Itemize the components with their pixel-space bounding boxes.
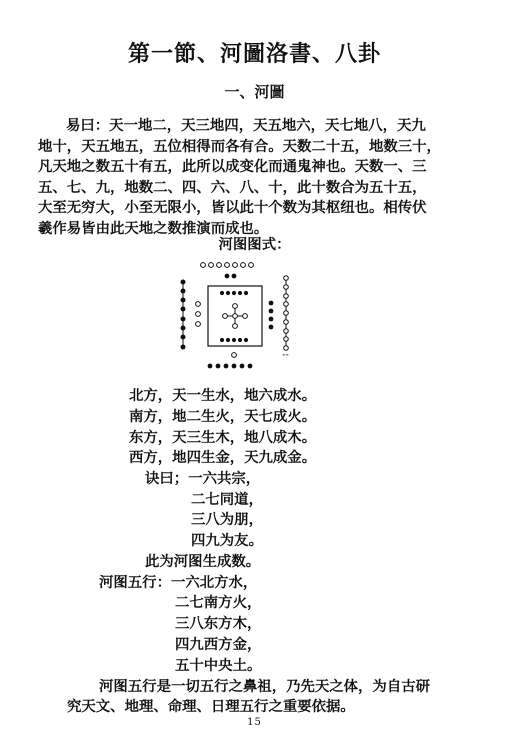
summary-line: 此为河图生成数。 bbox=[145, 553, 261, 570]
wuxing-line: 四九西方金， bbox=[175, 636, 262, 653]
intro-paragraph bbox=[38, 116, 468, 239]
center-bottom-dots bbox=[220, 338, 248, 342]
page-title: 第一節、河圖洛書、八卦 bbox=[127, 42, 381, 67]
paragraph-line: 大至无穷大，小至无限小，皆以此十个数为其枢纽也。相传伏 bbox=[38, 199, 427, 216]
diagram-caption: 河图图式： bbox=[218, 236, 291, 253]
paragraph-line: 凡天地之数五十有五，此所以成变化而通鬼神也。天数一、三 bbox=[38, 158, 427, 175]
wuxing-line: 三八东方木， bbox=[175, 615, 262, 632]
direction-line: 北方，天一生水，地六成水。 bbox=[129, 387, 317, 404]
wuxing-line: 五十中央土。 bbox=[175, 657, 262, 674]
center-top-dots bbox=[220, 291, 248, 295]
paragraph-line: 地十，天五地五，五位相得而各有合。天数二十五，地数三十， bbox=[38, 137, 441, 155]
top-solid-dots bbox=[225, 274, 237, 279]
diagram-mark: ∞∞ bbox=[282, 352, 289, 357]
left-inner-dots bbox=[196, 302, 201, 327]
direction-line: 东方，天三生木，地八成木。 bbox=[129, 429, 317, 446]
wuxing-line: 二七南方火， bbox=[175, 594, 262, 611]
page-number: 15 bbox=[247, 717, 262, 728]
section-heading: 一、河圖 bbox=[224, 83, 285, 101]
top-hollow-dots bbox=[201, 263, 254, 268]
bottom-hollow-dot bbox=[232, 353, 237, 358]
wuxing-line: 一六北方水， bbox=[170, 574, 258, 591]
paragraph-line: 五、七、九，地数二、四、六、八、十，此十数合为五十五， bbox=[38, 178, 427, 196]
jue-line: 二七同道， bbox=[191, 491, 263, 508]
hetu-diagram bbox=[170, 256, 330, 376]
closing-line: 河图五行是一切五行之鼻祖，乃先天之体，为自古研 bbox=[99, 678, 430, 695]
jue-label: 诀曰；一六共宗， bbox=[145, 470, 261, 487]
left-outer-dots bbox=[181, 280, 186, 350]
center-cross-dots bbox=[223, 304, 248, 329]
right-outer-dots bbox=[284, 276, 289, 351]
paragraph-line: 易曰：天一地二，天三地四，天五地六，天七地八，天九 bbox=[66, 117, 426, 134]
jue-line: 一六共宗， bbox=[188, 470, 261, 487]
direction-line: 西方，地四生金，天九成金。 bbox=[129, 449, 317, 466]
bottom-solid-dots bbox=[208, 364, 253, 369]
jue-line: 三八为朋， bbox=[191, 511, 263, 528]
right-inner-dots bbox=[269, 301, 274, 330]
closing-line: 究天文、地理、命理、日理五行之重要依据。 bbox=[67, 698, 355, 715]
direction-line: 南方，地二生火，天七成火。 bbox=[129, 408, 317, 425]
wuxing-label: 河图五行：一六北方水， bbox=[99, 574, 258, 591]
jue-line: 四九为友。 bbox=[191, 532, 263, 549]
paragraph-line: 羲作易皆由此天地之数推演而成也。 bbox=[38, 219, 269, 237]
